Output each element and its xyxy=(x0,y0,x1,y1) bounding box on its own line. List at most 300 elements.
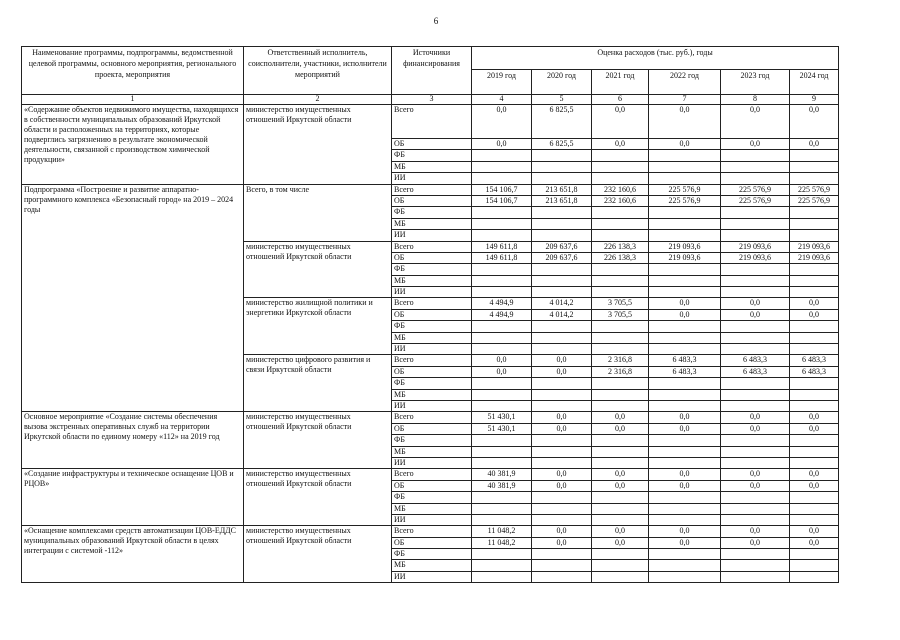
header-name: Наименование программы, подпрограммы, ведомственной целевой программы, основного мероприятия, регионального проекта, мероприятия xyxy=(22,47,244,95)
amount-cell xyxy=(532,218,592,229)
amount-cell: 0,0 xyxy=(592,469,649,480)
amount-cell xyxy=(592,230,649,241)
amount-cell xyxy=(532,287,592,298)
amount-cell xyxy=(721,503,790,514)
amount-cell: 0,0 xyxy=(592,537,649,548)
amount-cell xyxy=(532,549,592,560)
amount-cell xyxy=(472,549,532,560)
budget-table xyxy=(21,46,839,583)
column-index: 3 xyxy=(392,95,472,105)
amount-cell xyxy=(790,400,839,411)
amount-cell: 225 576,9 xyxy=(721,184,790,195)
amount-cell xyxy=(790,275,839,286)
amount-cell xyxy=(472,457,532,468)
amount-cell xyxy=(592,446,649,457)
table-row xyxy=(22,184,839,195)
amount-cell xyxy=(472,275,532,286)
amount-cell xyxy=(649,264,721,275)
column-index: 5 xyxy=(532,95,592,105)
amount-cell xyxy=(721,264,790,275)
amount-cell xyxy=(532,446,592,457)
amount-cell: 6 483,3 xyxy=(790,355,839,366)
amount-cell: 0,0 xyxy=(790,537,839,548)
executor-name: министерство жилищной политики и энергетики Иркутской области xyxy=(244,298,392,355)
amount-cell: 219 093,6 xyxy=(790,252,839,263)
amount-cell: 0,0 xyxy=(649,537,721,548)
funding-source: ОБ xyxy=(392,252,472,263)
amount-cell xyxy=(790,173,839,184)
amount-cell: 0,0 xyxy=(721,105,790,139)
amount-cell xyxy=(472,321,532,332)
amount-cell xyxy=(592,389,649,400)
amount-cell xyxy=(721,457,790,468)
funding-source: ОБ xyxy=(392,195,472,206)
executor-name: министерство имущественных отношений Иркутской области xyxy=(244,469,392,526)
amount-cell: 0,0 xyxy=(721,298,790,309)
amount-cell: 0,0 xyxy=(790,469,839,480)
amount-cell xyxy=(532,344,592,355)
column-index: 7 xyxy=(649,95,721,105)
amount-cell: 226 138,3 xyxy=(592,252,649,263)
header-year: 2021 год xyxy=(592,70,649,95)
funding-source: ИИ xyxy=(392,173,472,184)
amount-cell xyxy=(649,400,721,411)
amount-cell xyxy=(649,230,721,241)
amount-cell xyxy=(649,560,721,571)
amount-cell xyxy=(649,571,721,582)
column-index: 1 xyxy=(22,95,244,105)
amount-cell xyxy=(790,264,839,275)
amount-cell: 4 494,9 xyxy=(472,298,532,309)
amount-cell xyxy=(532,389,592,400)
column-index: 9 xyxy=(790,95,839,105)
amount-cell xyxy=(721,571,790,582)
program-name: «Создание инфраструктуры и техническое оснащение ЦОВ и РЦОВ» xyxy=(22,469,244,526)
amount-cell: 0,0 xyxy=(472,139,532,150)
amount-cell xyxy=(721,332,790,343)
executor-name: министерство имущественных отношений Иркутской области xyxy=(244,241,392,298)
amount-cell xyxy=(472,514,532,525)
amount-cell: 0,0 xyxy=(649,423,721,434)
funding-source: ИИ xyxy=(392,457,472,468)
funding-source: МБ xyxy=(392,503,472,514)
amount-cell xyxy=(790,230,839,241)
funding-source: ФБ xyxy=(392,150,472,161)
amount-cell: 0,0 xyxy=(472,355,532,366)
amount-cell xyxy=(649,287,721,298)
amount-cell xyxy=(649,275,721,286)
funding-source: ИИ xyxy=(392,344,472,355)
amount-cell xyxy=(721,230,790,241)
funding-source: Всего xyxy=(392,184,472,195)
amount-cell xyxy=(721,207,790,218)
amount-cell xyxy=(790,503,839,514)
funding-source: ИИ xyxy=(392,514,472,525)
amount-cell xyxy=(649,207,721,218)
amount-cell xyxy=(472,150,532,161)
executor-name: министерство имущественных отношений Иркутской области xyxy=(244,105,392,185)
amount-cell: 219 093,6 xyxy=(649,241,721,252)
funding-source: ФБ xyxy=(392,264,472,275)
amount-cell xyxy=(592,161,649,172)
funding-source: ФБ xyxy=(392,435,472,446)
table-row xyxy=(22,469,839,480)
amount-cell xyxy=(790,218,839,229)
amount-cell xyxy=(721,492,790,503)
amount-cell xyxy=(721,514,790,525)
amount-cell: 0,0 xyxy=(532,469,592,480)
funding-source: ФБ xyxy=(392,321,472,332)
amount-cell xyxy=(649,344,721,355)
amount-cell: 0,0 xyxy=(721,537,790,548)
amount-cell: 0,0 xyxy=(592,480,649,491)
amount-cell: 154 106,7 xyxy=(472,184,532,195)
amount-cell: 0,0 xyxy=(790,480,839,491)
funding-source: МБ xyxy=(392,560,472,571)
amount-cell xyxy=(592,503,649,514)
amount-cell xyxy=(592,287,649,298)
amount-cell xyxy=(472,344,532,355)
table-row xyxy=(22,412,839,423)
amount-cell: 0,0 xyxy=(721,480,790,491)
amount-cell xyxy=(721,173,790,184)
amount-cell xyxy=(649,514,721,525)
amount-cell xyxy=(592,207,649,218)
amount-cell: 0,0 xyxy=(649,309,721,320)
amount-cell xyxy=(721,150,790,161)
column-index: 4 xyxy=(472,95,532,105)
amount-cell: 219 093,6 xyxy=(721,241,790,252)
amount-cell: 0,0 xyxy=(532,355,592,366)
amount-cell xyxy=(649,457,721,468)
amount-cell xyxy=(472,230,532,241)
amount-cell xyxy=(649,549,721,560)
amount-cell: 225 576,9 xyxy=(649,184,721,195)
amount-cell: 225 576,9 xyxy=(790,184,839,195)
funding-source: Всего xyxy=(392,105,472,139)
amount-cell xyxy=(790,492,839,503)
amount-cell xyxy=(649,218,721,229)
amount-cell xyxy=(532,161,592,172)
amount-cell xyxy=(790,446,839,457)
amount-cell xyxy=(532,503,592,514)
amount-cell: 6 483,3 xyxy=(649,366,721,377)
amount-cell: 3 705,5 xyxy=(592,309,649,320)
amount-cell xyxy=(790,514,839,525)
amount-cell xyxy=(532,150,592,161)
amount-cell: 4 014,2 xyxy=(532,309,592,320)
amount-cell: 0,0 xyxy=(721,412,790,423)
amount-cell xyxy=(790,321,839,332)
funding-source: ФБ xyxy=(392,492,472,503)
funding-source: ИИ xyxy=(392,400,472,411)
amount-cell xyxy=(592,173,649,184)
amount-cell: 0,0 xyxy=(592,526,649,537)
amount-cell: 154 106,7 xyxy=(472,195,532,206)
amount-cell xyxy=(790,457,839,468)
amount-cell xyxy=(592,457,649,468)
amount-cell: 4 494,9 xyxy=(472,309,532,320)
amount-cell xyxy=(592,378,649,389)
amount-cell xyxy=(790,150,839,161)
amount-cell xyxy=(790,378,839,389)
amount-cell xyxy=(532,492,592,503)
table-row xyxy=(22,526,839,537)
amount-cell xyxy=(721,287,790,298)
amount-cell: 219 093,6 xyxy=(649,252,721,263)
amount-cell xyxy=(532,230,592,241)
funding-source: ОБ xyxy=(392,480,472,491)
amount-cell xyxy=(790,287,839,298)
amount-cell: 51 430,1 xyxy=(472,412,532,423)
funding-source: Всего xyxy=(392,469,472,480)
amount-cell xyxy=(721,378,790,389)
amount-cell xyxy=(790,560,839,571)
executor-name: министерство имущественных отношений Иркутской области xyxy=(244,412,392,469)
amount-cell xyxy=(472,492,532,503)
program-name: «Оснащение комплексами средств автоматизации ЦОВ-ЕДДС муниципальных образований Иркутской области в целях интеграции с системой -112» xyxy=(22,526,244,583)
amount-cell xyxy=(790,161,839,172)
amount-cell xyxy=(592,560,649,571)
amount-cell xyxy=(649,150,721,161)
funding-source: ИИ xyxy=(392,571,472,582)
amount-cell xyxy=(472,571,532,582)
executor-name: министерство имущественных отношений Иркутской области xyxy=(244,526,392,583)
amount-cell xyxy=(472,264,532,275)
amount-cell: 11 048,2 xyxy=(472,537,532,548)
amount-cell: 0,0 xyxy=(790,298,839,309)
program-name: Основное мероприятие «Создание системы обеспечения вызова экстренных оперативных служб на территории Иркутской области по единому номеру «112» на 2019 год xyxy=(22,412,244,469)
amount-cell xyxy=(721,560,790,571)
amount-cell: 0,0 xyxy=(592,139,649,150)
funding-source: МБ xyxy=(392,275,472,286)
amount-cell xyxy=(472,173,532,184)
funding-source: Всего xyxy=(392,412,472,423)
amount-cell xyxy=(472,435,532,446)
table-body xyxy=(22,105,839,583)
amount-cell xyxy=(592,571,649,582)
amount-cell: 6 483,3 xyxy=(649,355,721,366)
amount-cell xyxy=(532,275,592,286)
amount-cell: 0,0 xyxy=(592,423,649,434)
amount-cell: 6 483,3 xyxy=(790,366,839,377)
amount-cell: 0,0 xyxy=(790,309,839,320)
amount-cell: 0,0 xyxy=(721,309,790,320)
amount-cell: 226 138,3 xyxy=(592,241,649,252)
amount-cell: 40 381,9 xyxy=(472,480,532,491)
amount-cell xyxy=(649,492,721,503)
funding-source: ФБ xyxy=(392,549,472,560)
amount-cell: 213 651,8 xyxy=(532,184,592,195)
amount-cell: 225 576,9 xyxy=(649,195,721,206)
amount-cell: 6 825,5 xyxy=(532,105,592,139)
amount-cell xyxy=(592,492,649,503)
header-source: Источники финансирования xyxy=(392,47,472,95)
amount-cell xyxy=(472,161,532,172)
amount-cell xyxy=(649,332,721,343)
amount-cell xyxy=(592,549,649,560)
funding-source: ОБ xyxy=(392,537,472,548)
amount-cell: 6 483,3 xyxy=(721,355,790,366)
amount-cell xyxy=(649,435,721,446)
amount-cell: 232 160,6 xyxy=(592,184,649,195)
amount-cell: 0,0 xyxy=(532,412,592,423)
amount-cell xyxy=(721,389,790,400)
amount-cell: 0,0 xyxy=(472,105,532,139)
amount-cell xyxy=(790,435,839,446)
amount-cell: 2 316,8 xyxy=(592,355,649,366)
amount-cell xyxy=(649,503,721,514)
amount-cell: 51 430,1 xyxy=(472,423,532,434)
amount-cell: 2 316,8 xyxy=(592,366,649,377)
amount-cell: 0,0 xyxy=(649,526,721,537)
amount-cell xyxy=(532,207,592,218)
amount-cell xyxy=(721,446,790,457)
amount-cell: 0,0 xyxy=(721,423,790,434)
funding-source: ОБ xyxy=(392,423,472,434)
amount-cell xyxy=(649,321,721,332)
column-index: 2 xyxy=(244,95,392,105)
amount-cell: 0,0 xyxy=(721,526,790,537)
amount-cell xyxy=(721,275,790,286)
amount-cell: 0,0 xyxy=(790,412,839,423)
header-year: 2024 год xyxy=(790,70,839,95)
amount-cell xyxy=(790,332,839,343)
amount-cell: 0,0 xyxy=(532,537,592,548)
amount-cell: 0,0 xyxy=(532,480,592,491)
amount-cell xyxy=(721,218,790,229)
amount-cell xyxy=(721,344,790,355)
amount-cell: 0,0 xyxy=(472,366,532,377)
amount-cell: 0,0 xyxy=(532,526,592,537)
amount-cell xyxy=(721,435,790,446)
funding-source: МБ xyxy=(392,389,472,400)
amount-cell xyxy=(592,514,649,525)
amount-cell xyxy=(472,400,532,411)
amount-cell xyxy=(532,560,592,571)
header-year: 2020 год xyxy=(532,70,592,95)
table-row xyxy=(22,105,839,139)
amount-cell xyxy=(721,321,790,332)
amount-cell xyxy=(592,332,649,343)
funding-source: МБ xyxy=(392,332,472,343)
amount-cell: 232 160,6 xyxy=(592,195,649,206)
funding-source: Всего xyxy=(392,241,472,252)
amount-cell xyxy=(649,161,721,172)
header-executor: Ответственный исполнитель, соисполнители, участники, исполнители мероприятий xyxy=(244,47,392,95)
amount-cell xyxy=(532,173,592,184)
amount-cell: 225 576,9 xyxy=(721,195,790,206)
funding-source: ОБ xyxy=(392,309,472,320)
amount-cell xyxy=(592,275,649,286)
executor-name: Всего, в том числе xyxy=(244,184,392,241)
amount-cell xyxy=(790,549,839,560)
amount-cell: 0,0 xyxy=(649,480,721,491)
program-name: «Содержание объектов недвижимого имущества, находящихся в собственности муниципальных образований Иркутской области и расположенных на территориях, которые подверглись загрязнению в результате экономической деятельности, связанной с производством химической продукции» xyxy=(22,105,244,185)
amount-cell xyxy=(532,571,592,582)
amount-cell: 149 611,8 xyxy=(472,252,532,263)
funding-source: МБ xyxy=(392,218,472,229)
amount-cell: 0,0 xyxy=(721,469,790,480)
amount-cell xyxy=(472,287,532,298)
amount-cell: 4 014,2 xyxy=(532,298,592,309)
amount-cell xyxy=(472,332,532,343)
amount-cell: 0,0 xyxy=(532,423,592,434)
funding-source: Всего xyxy=(392,298,472,309)
funding-source: МБ xyxy=(392,161,472,172)
funding-source: ФБ xyxy=(392,207,472,218)
program-name: Подпрограмма «Построение и развитие аппаратно-программного комплекса «Безопасный город» на 2019 – 2024 годы xyxy=(22,184,244,412)
amount-cell xyxy=(472,446,532,457)
amount-cell xyxy=(592,264,649,275)
amount-cell: 0,0 xyxy=(649,298,721,309)
amount-cell: 0,0 xyxy=(649,105,721,139)
amount-cell: 40 381,9 xyxy=(472,469,532,480)
amount-cell: 219 093,6 xyxy=(790,241,839,252)
funding-source: ОБ xyxy=(392,139,472,150)
funding-source: ОБ xyxy=(392,366,472,377)
amount-cell: 0,0 xyxy=(649,412,721,423)
amount-cell: 6 825,5 xyxy=(532,139,592,150)
amount-cell: 0,0 xyxy=(649,139,721,150)
funding-source: ИИ xyxy=(392,230,472,241)
amount-cell: 0,0 xyxy=(790,526,839,537)
funding-source: Всего xyxy=(392,526,472,537)
amount-cell xyxy=(721,161,790,172)
amount-cell xyxy=(592,435,649,446)
amount-cell xyxy=(649,389,721,400)
amount-cell: 0,0 xyxy=(790,139,839,150)
amount-cell: 209 637,6 xyxy=(532,241,592,252)
amount-cell xyxy=(472,218,532,229)
amount-cell xyxy=(790,207,839,218)
amount-cell xyxy=(472,503,532,514)
header-estimate: Оценка расходов (тыс. руб.), годы xyxy=(472,47,839,70)
amount-cell xyxy=(532,400,592,411)
amount-cell xyxy=(532,457,592,468)
amount-cell xyxy=(472,560,532,571)
amount-cell xyxy=(592,400,649,411)
amount-cell: 219 093,6 xyxy=(721,252,790,263)
amount-cell xyxy=(721,549,790,560)
amount-cell xyxy=(592,344,649,355)
amount-cell: 0,0 xyxy=(790,105,839,139)
header-year: 2022 год xyxy=(649,70,721,95)
amount-cell: 149 611,8 xyxy=(472,241,532,252)
amount-cell xyxy=(532,378,592,389)
amount-cell: 0,0 xyxy=(532,366,592,377)
amount-cell xyxy=(592,218,649,229)
amount-cell: 0,0 xyxy=(790,423,839,434)
column-index: 6 xyxy=(592,95,649,105)
funding-source: Всего xyxy=(392,355,472,366)
amount-cell: 213 651,8 xyxy=(532,195,592,206)
amount-cell xyxy=(532,332,592,343)
amount-cell xyxy=(472,207,532,218)
amount-cell xyxy=(649,446,721,457)
page-number: 6 xyxy=(433,16,439,26)
amount-cell xyxy=(790,571,839,582)
amount-cell: 0,0 xyxy=(721,139,790,150)
funding-source: ИИ xyxy=(392,287,472,298)
amount-cell xyxy=(532,321,592,332)
amount-cell xyxy=(532,435,592,446)
amount-cell xyxy=(790,389,839,400)
amount-cell xyxy=(472,389,532,400)
column-index: 8 xyxy=(721,95,790,105)
amount-cell xyxy=(649,378,721,389)
amount-cell: 11 048,2 xyxy=(472,526,532,537)
